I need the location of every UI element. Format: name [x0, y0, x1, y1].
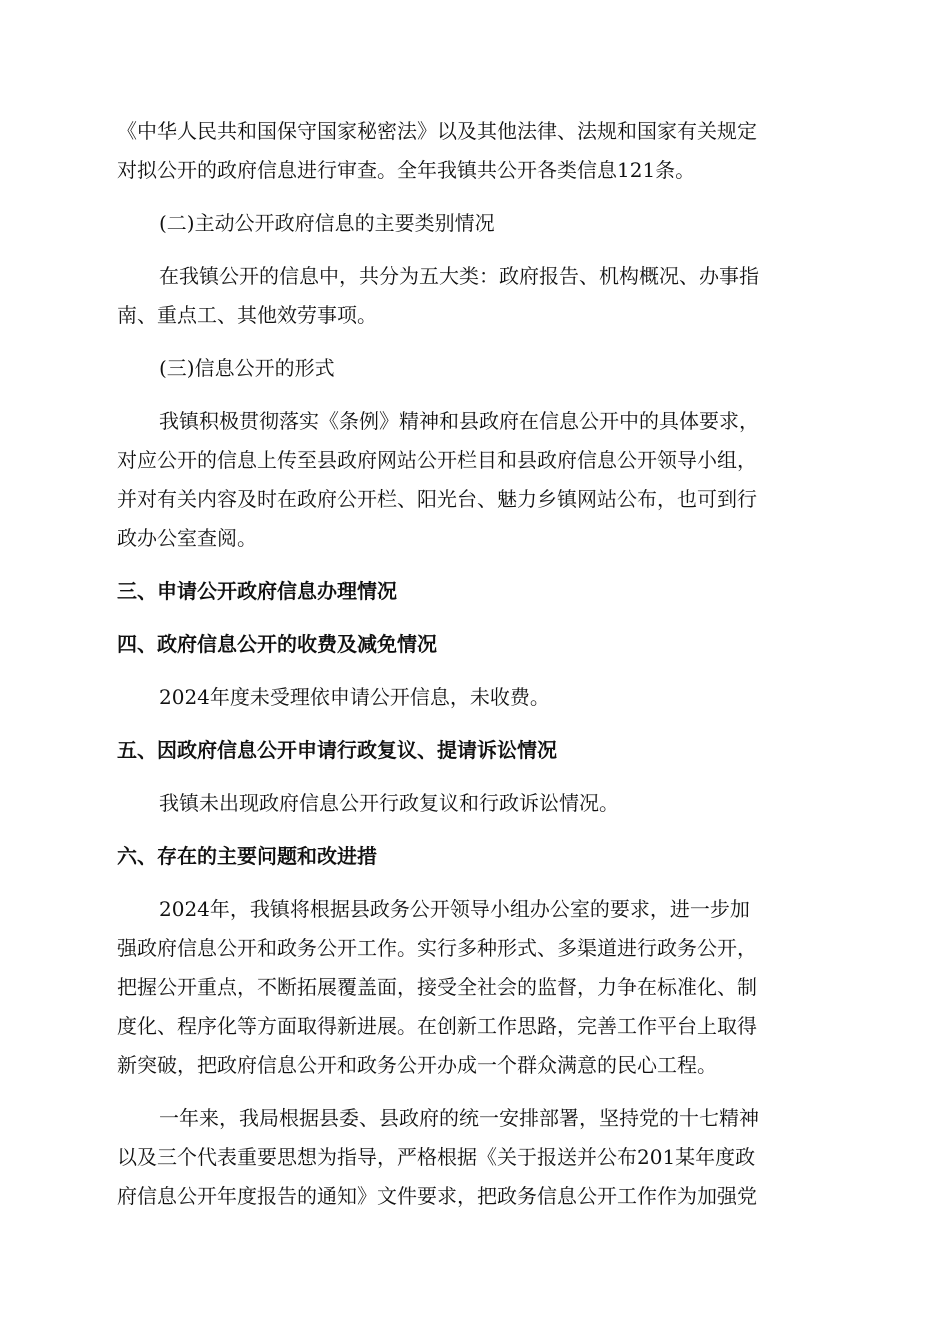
paragraph-line: 我镇未出现政府信息公开行政复议和行政诉讼情况。 [159, 791, 619, 815]
subsection-heading: (三)信息公开的形式 [159, 356, 335, 380]
paragraph-line: 《中华人民共和国保守国家秘密法》以及其他法律、法规和国家有关规定 [117, 119, 757, 143]
paragraph [117, 112, 833, 190]
paragraph-line: 强政府信息公开和政务公开工作。实行多种形式、多渠道进行政务公开， [117, 936, 757, 960]
paragraph-line: 政办公室查阅。 [117, 526, 257, 550]
paragraph-line: 对应公开的信息上传至县政府网站公开栏目和县政府信息公开领导小组， [117, 448, 757, 472]
section-heading: 四、政府信息公开的收费及减免情况 [117, 632, 437, 656]
paragraph-line: 2024年，我镇将根据县政务公开领导小组办公室的要求，进一步加 [159, 897, 750, 921]
paragraph [117, 678, 833, 717]
paragraph-line: 以及三个代表重要思想为指导，严格根据《关于报送并公布201某年度政 [117, 1145, 756, 1169]
paragraph-line: 一年来，我局根据县委、县政府的统一安排部署，坚持党的十七精神 [159, 1106, 759, 1130]
paragraph-line: 府信息公开年度报告的通知》文件要求，把政务信息公开工作作为加强党 [117, 1184, 757, 1208]
paragraph-line: 并对有关内容及时在政府公开栏、阳光台、魅力乡镇网站公布，也可到行 [117, 487, 757, 511]
paragraph-line: 在我镇公开的信息中，共分为五大类：政府报告、机构概况、办事指 [159, 264, 759, 288]
paragraph-line: 南、重点工、其他效劳事项。 [117, 303, 377, 327]
paragraph [117, 784, 833, 823]
paragraph [117, 1099, 833, 1216]
paragraph-line: 我镇积极贯彻落实《条例》精神和县政府在信息公开中的具体要求， [159, 409, 759, 433]
paragraph-line: 2024年度未受理依申请公开信息，未收费。 [159, 685, 550, 709]
paragraph-line: 度化、程序化等方面取得新进展。在创新工作思路，完善工作平台上取得 [117, 1014, 757, 1038]
paragraph [117, 257, 833, 335]
paragraph-line: 新突破，把政府信息公开和政务公开办成一个群众满意的民心工程。 [117, 1053, 717, 1077]
section-heading: 三、申请公开政府信息办理情况 [117, 579, 397, 603]
subsection-heading: (二)主动公开政府信息的主要类别情况 [159, 211, 495, 235]
paragraph [117, 890, 833, 1085]
document-body [117, 112, 833, 1230]
paragraph [117, 402, 833, 558]
section-heading: 六、存在的主要问题和改进措 [117, 844, 377, 868]
paragraph-line: 把握公开重点，不断拓展覆盖面，接受全社会的监督，力争在标准化、制 [117, 975, 757, 999]
paragraph-line: 对拟公开的政府信息进行审查。全年我镇共公开各类信息121条。 [117, 158, 696, 182]
section-heading: 五、因政府信息公开申请行政复议、提请诉讼情况 [117, 738, 557, 762]
